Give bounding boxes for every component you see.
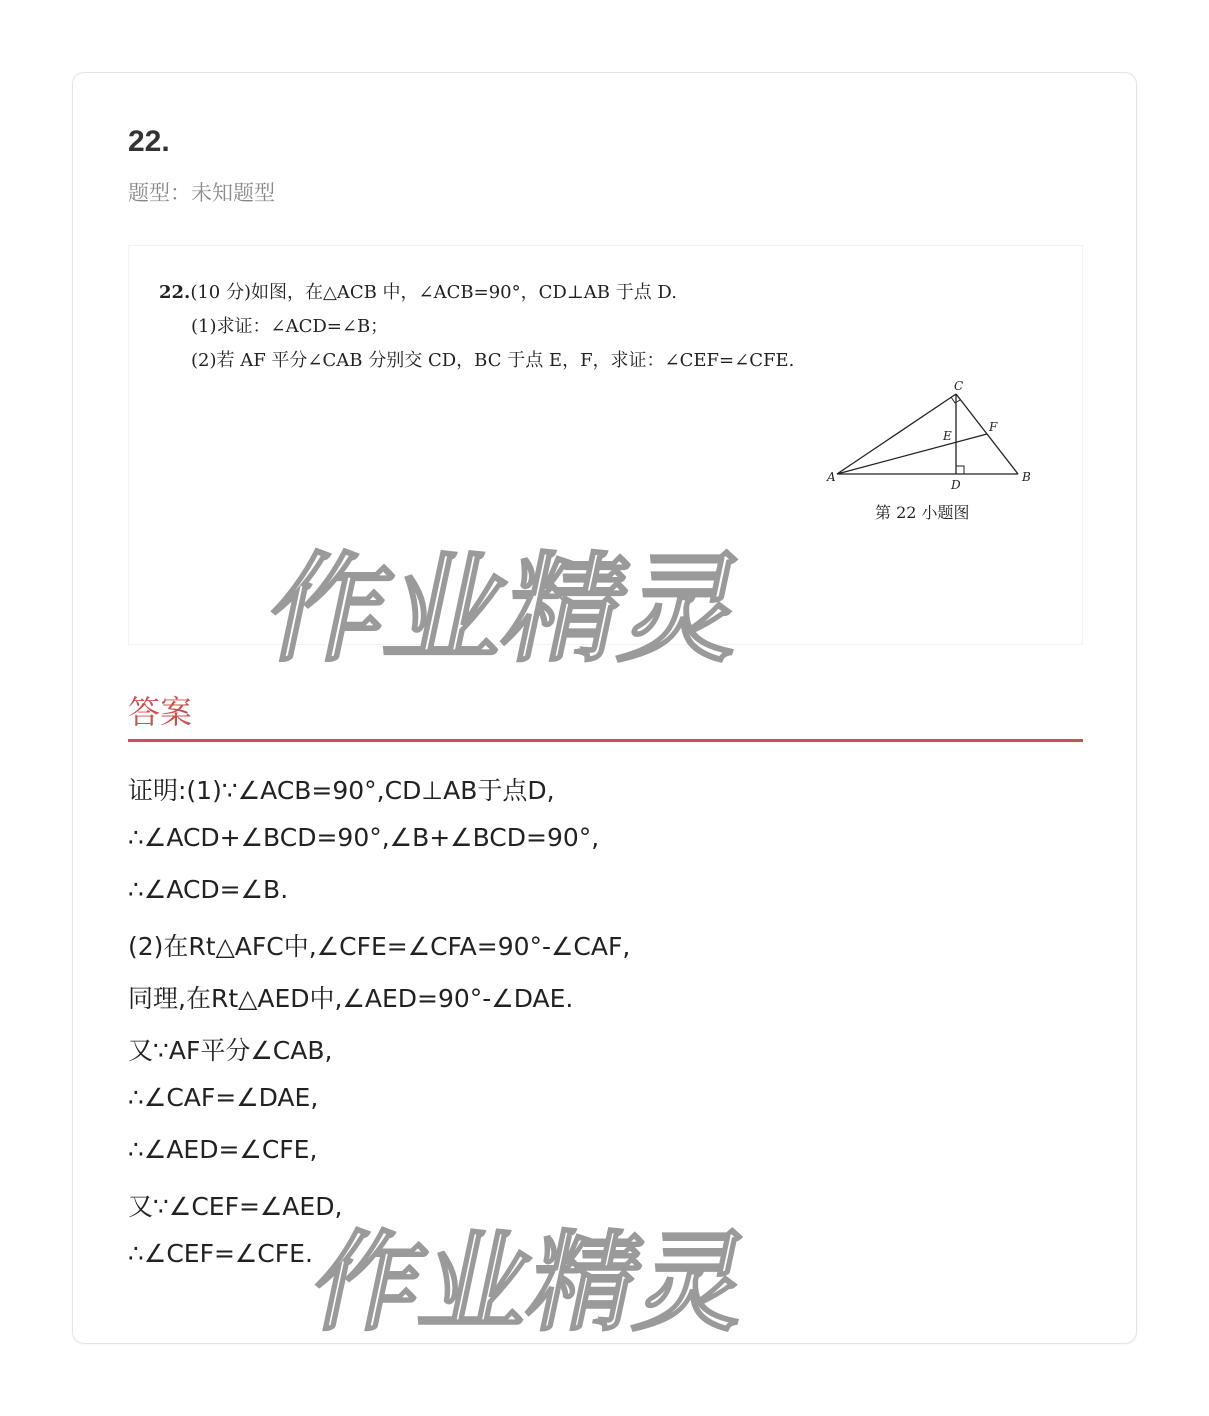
label-f: F — [989, 420, 998, 434]
answer-line: 同理,在Rt△AED中,∠AED=90°-∠DAE. — [128, 984, 574, 1013]
question-number: 22. — [128, 125, 170, 158]
label-d: D — [951, 478, 961, 492]
question-card — [72, 72, 1137, 1344]
answer-line: ∴∠CEF=∠CFE. — [128, 1239, 313, 1268]
figure-caption: 第 22 小题图 — [875, 503, 970, 522]
answer-line: 又∵∠CEF=∠AED, — [128, 1192, 343, 1221]
problem-image — [128, 245, 1083, 645]
answer-line: ∴∠ACD+∠BCD=90°,∠B+∠BCD=90°, — [128, 823, 600, 852]
answer-divider — [128, 739, 1083, 742]
answer-line: 又∵AF平分∠CAB, — [128, 1036, 333, 1065]
question-type-value: 未知题型 — [191, 181, 275, 205]
problem-number: 22. — [159, 282, 191, 303]
answer-line: ∴∠AED=∠CFE, — [128, 1135, 318, 1164]
label-b: B — [1022, 470, 1031, 484]
right-angle-d-mark — [956, 466, 964, 474]
answer-heading: 答案 — [128, 693, 193, 731]
label-e: E — [943, 429, 952, 443]
answer-line: 证明:(1)∵∠ACB=90°,CD⊥AB于点D, — [128, 776, 555, 805]
problem-line-1 — [159, 278, 677, 304]
question-type — [128, 177, 275, 207]
problem-line-3: (2)若 AF 平分∠CAB 分别交 CD，BC 于点 E，F，求证：∠CEF=∠CFE. — [191, 350, 795, 371]
problem-text-1: (10 分)如图，在△ACB 中，∠ACB=90°，CD⊥AB 于点 D. — [190, 282, 677, 303]
segment-ac — [837, 394, 956, 474]
answer-line: ∴∠CAF=∠DAE, — [128, 1083, 319, 1112]
answer-line: (2)在Rt△AFC中,∠CFE=∠CFA=90°-∠CAF, — [128, 932, 631, 961]
answer-line: ∴∠ACD=∠B. — [128, 875, 289, 904]
label-c: C — [954, 380, 964, 393]
problem-line-2: (1)求证：∠ACD=∠B； — [191, 316, 389, 337]
label-a: A — [827, 470, 836, 484]
question-type-label: 题型： — [128, 181, 191, 205]
